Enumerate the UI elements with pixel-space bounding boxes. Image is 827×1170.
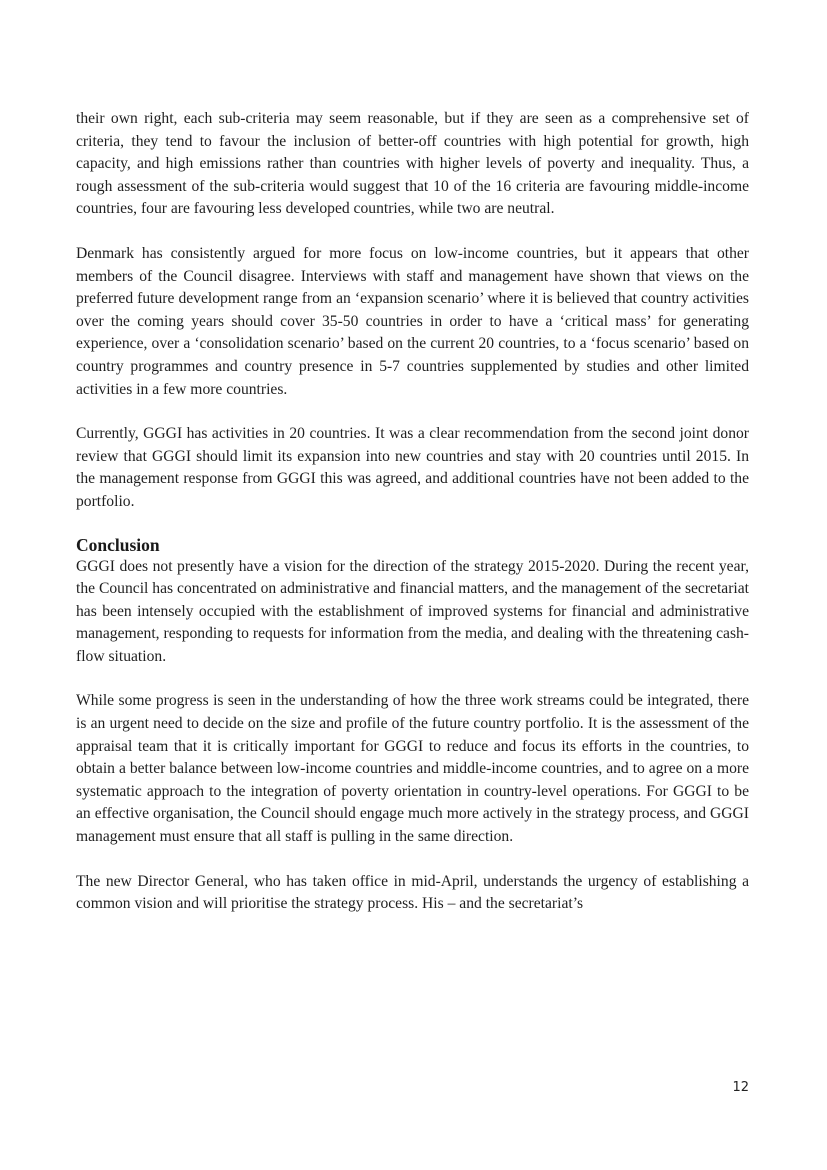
paragraph-new-director-general: The new Director General, who has taken office in mid-April, understands the urgency of establishing a common vision and will prioritise the strategy process. His – and the secretariat’s bbox=[76, 872, 749, 913]
paragraph-spacer bbox=[76, 849, 749, 871]
page-number: 12 bbox=[732, 1080, 749, 1095]
paragraph-current-activities: Currently, GGGI has activities in 20 countries. It was a clear recommendation from the second joint donor review that GGGI should limit its expansion into new countries and stay with 20 countries until 2015. In the management response from GGGI this was agreed, and additional countries have not been added to the portfolio. bbox=[76, 425, 749, 510]
paragraph-denmark-position: Denmark has consistently argued for more focus on low-income countries, but it appears that other members of the Council disagree. Interviews with staff and management have shown that views on the preferred future development range from an ‘expansion scenario’ where it is believed that country activities over the coming years should cover 35-50 countries in order to have a ‘critical mass’ for generating experience, over a ‘consolidation scenario’ based on the current 20 countries, to a ‘focus scenario’ based on country programmes and country presence in 5-7 countries supplemented by studies and other limited activities in a few more countries. bbox=[76, 244, 749, 398]
paragraph-no-vision: GGGI does not presently have a vision for the direction of the strategy 2015-2020. During the recent year, the Council has concentrated on administrative and financial matters, and the management of the secretariat has been intensely occupied with the establishment of improved systems for financial and administrative management, responding to requests for information from the media, and dealing with the threatening cash-flow situation. bbox=[76, 557, 749, 665]
paragraph-spacer bbox=[76, 514, 749, 534]
paragraph-spacer bbox=[76, 221, 749, 243]
paragraph-sub-criteria: their own right, each sub-criteria may seem reasonable, but if they are seen as a comprehensive set of criteria, they tend to favour the inclusion of better-off countries with high potential for growth, high capacity, and high emissions rather than countries with higher levels of poverty and inequality. Thus, a rough assessment of the sub-criteria would suggest that 10 of the 16 criteria are favouring middle-income countries, four are favouring less developed countries, while two are neutral. bbox=[76, 110, 749, 218]
paragraph-urgent-need: While some progress is seen in the understanding of how the three work streams could be integrated, there is an urgent need to decide on the size and profile of the future country portfolio. It is the assessment of the appraisal team that it is critically important for GGGI to reduce and focus its efforts in the countries, to obtain a better balance between low-income countries and middle-income countries, and to agree on a more systematic approach to the integration of poverty orientation in country-level operations. For GGGI to be an effective organisation, the Council should engage much more actively in the strategy process, and GGGI management must ensure that all staff is pulling in the same direction. bbox=[76, 692, 749, 846]
paragraph-spacer bbox=[76, 668, 749, 690]
paragraph-spacer bbox=[76, 401, 749, 423]
section-heading-conclusion: Conclusion bbox=[76, 534, 160, 555]
document-page bbox=[76, 108, 749, 916]
